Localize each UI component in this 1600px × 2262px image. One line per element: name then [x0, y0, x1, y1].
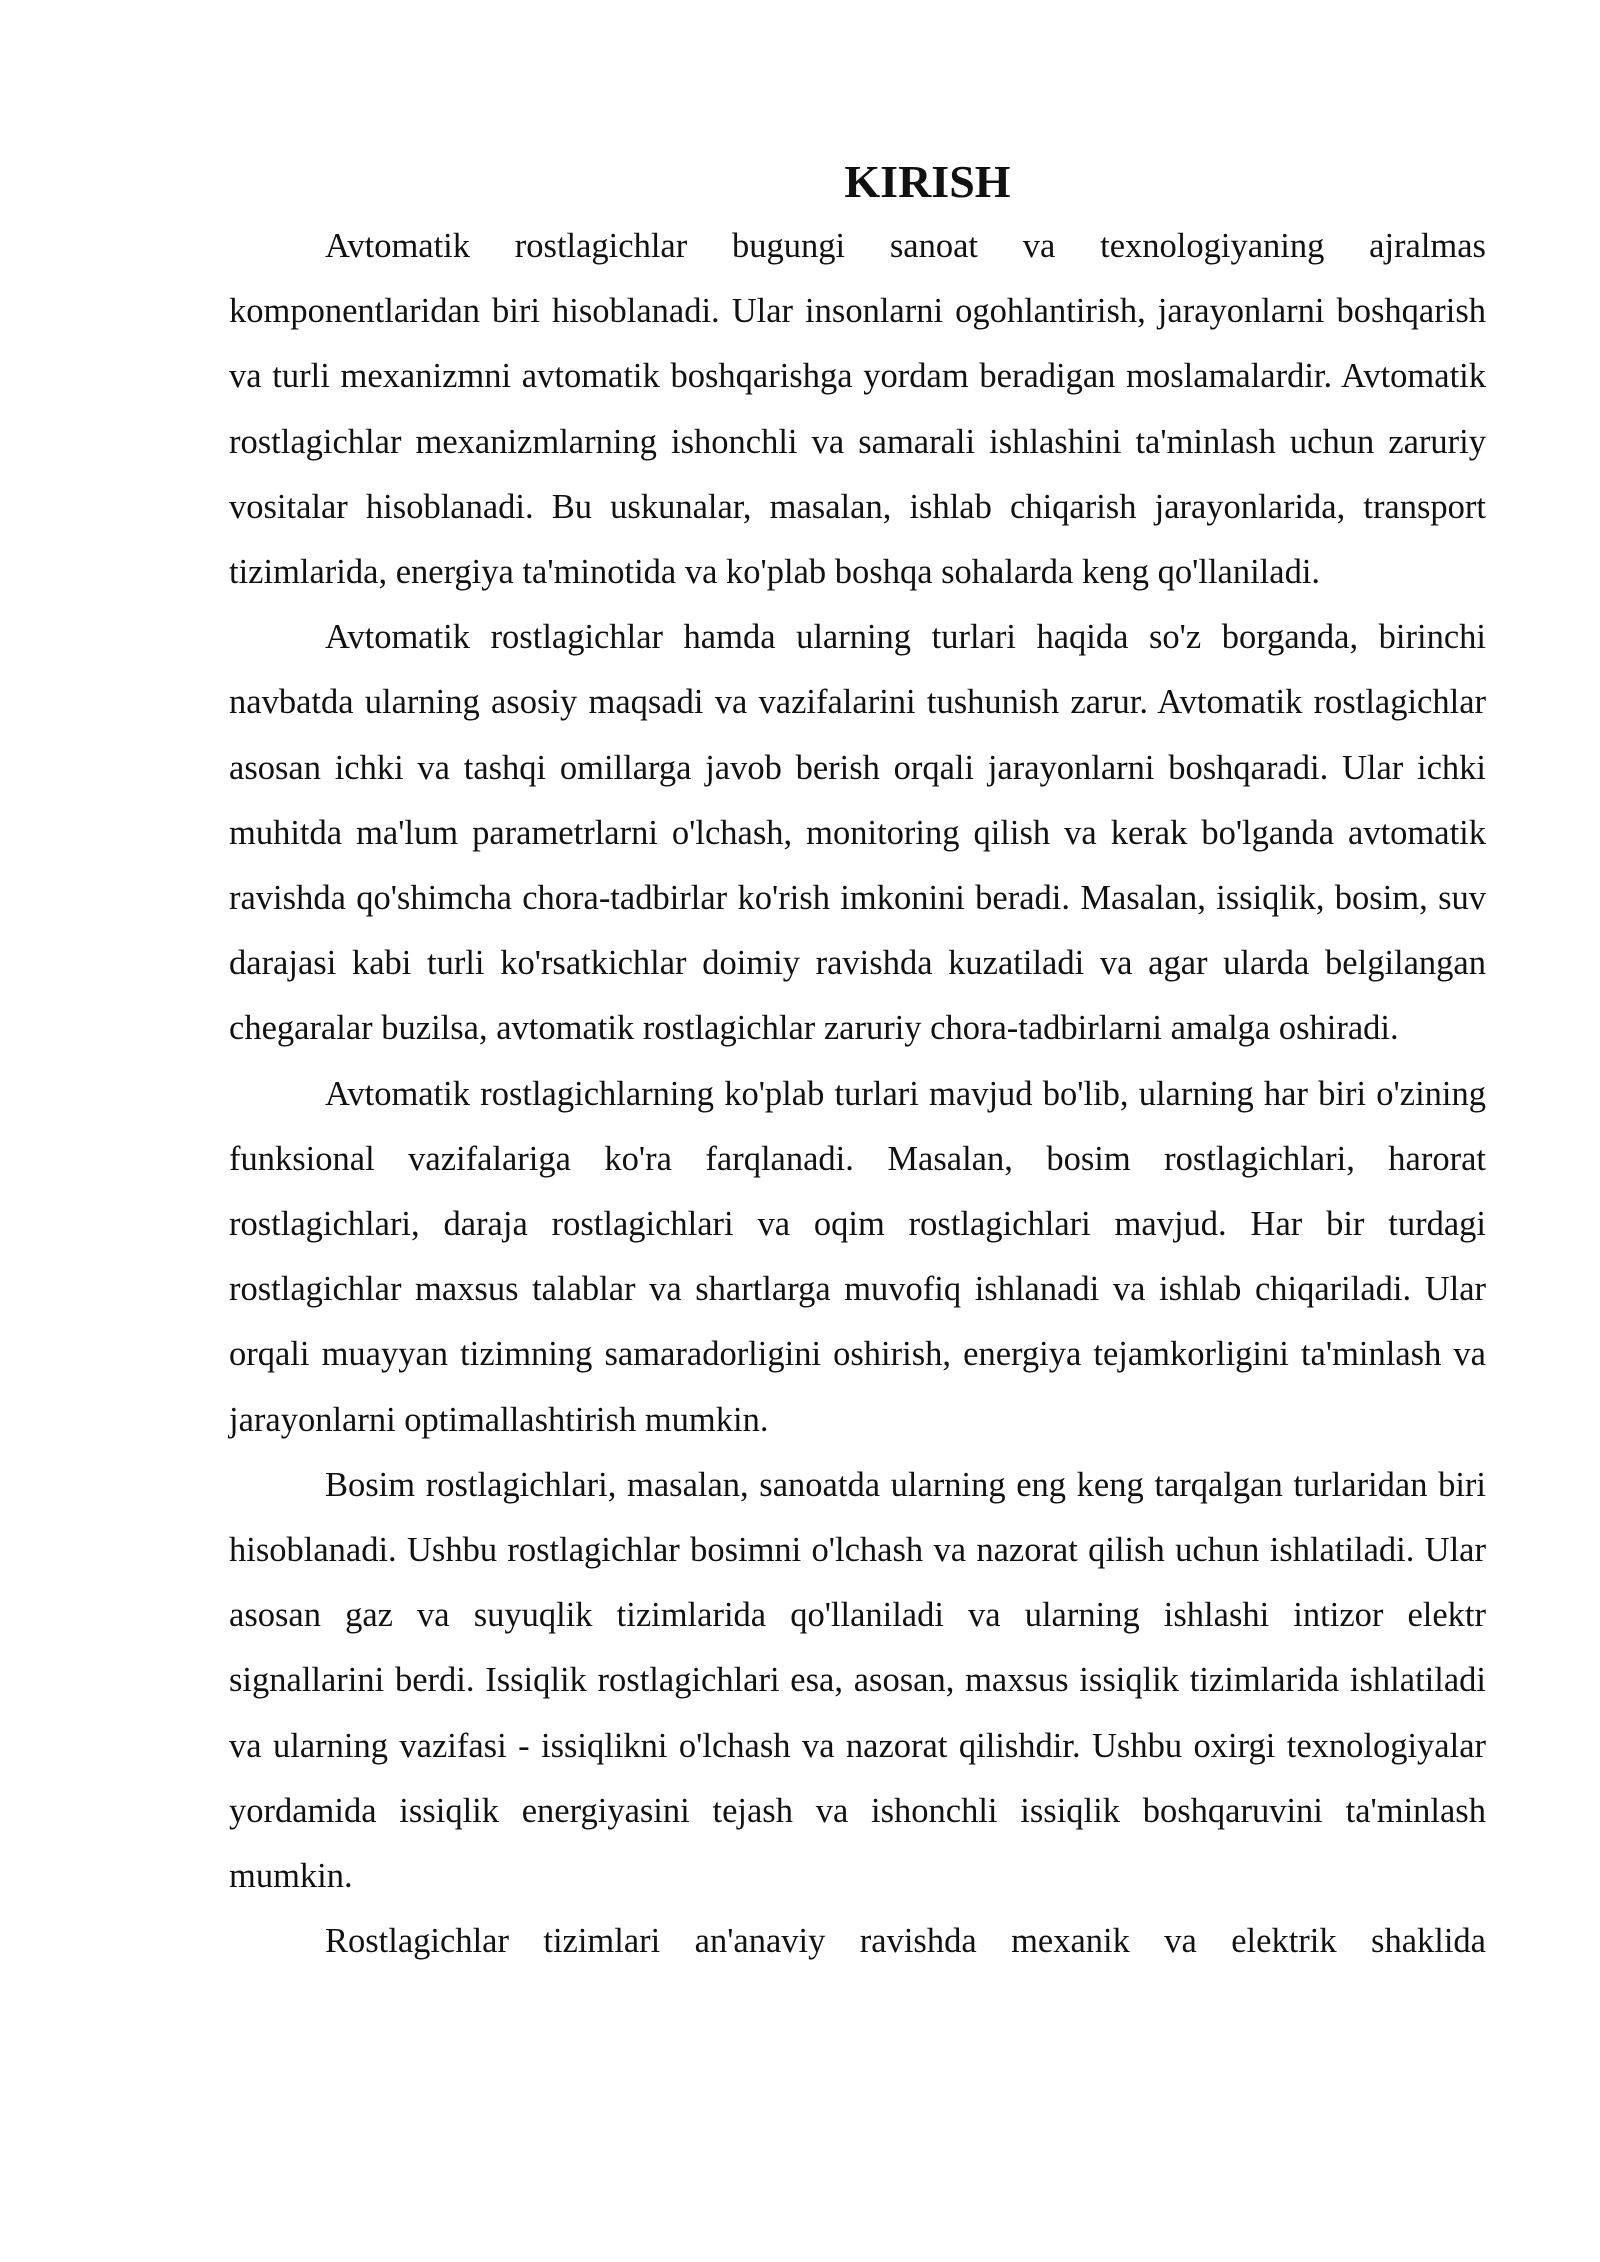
- paragraph-4: Bosim rostlagichlari, masalan, sanoatda ularning eng keng tarqalgan turlaridan biri hisoblanadi. Ushbu rostlagichlar bosimni o'lchash va nazorat qilish uchun ishlatiladi. Ular asosan gaz va suyuqlik tizimlarida qo'llaniladi va ularning ishlashi intizor elektr signallarini berdi. Issiqlik rostlagichlari esa, asosan, maxsus issiqlik tizimlarida ishlatiladi va ularning vazifasi - issiqlikni o'lchash va nazorat qilishdir. Ushbu oxirgi texnologiyalar yordamida issiqlik energiyasini tejash va ishonchli issiqlik boshqaruvini ta'minlash mumkin.: [229, 1465, 1486, 1896]
- page-title: KIRISH: [844, 156, 1011, 207]
- paragraph-3: Avtomatik rostlagichlarning ko'plab turlari mavjud bo'lib, ularning har biri o'zining funksional vazifalariga ko'ra farqlanadi. Masalan, bosim rostlagichlari, harorat rostlagichlari, daraja rostlagichlari va oqim rostlagichlari mavjud. Har bir turdagi rostlagichlar maxsus talablar va shartlarga muvofiq ishlanadi va ishlab chiqariladi. Ular orqali muayyan tizimning samaradorligini oshirish, energiya tejamkorligini ta'minlash va jarayonlarni optimallashtirish mumkin.: [229, 1074, 1486, 1439]
- document-body: [229, 150, 1486, 1974]
- paragraph-5: Rostlagichlar tizimlari an'anaviy ravishda mexanik va elektrik shaklida: [325, 1922, 1486, 1961]
- paragraph-2: Avtomatik rostlagichlar hamda ularning turlari haqida so'z borganda, birinchi navbatda ularning asosiy maqsadi va vazifalarini tushunish zarur. Avtomatik rostlagichlar asosan ichki va tashqi omillarga javob berish orqali jarayonlarni boshqaradi. Ular ichki muhitda ma'lum parametrlarni o'lchash, monitoring qilish va kerak bo'lganda avtomatik ravishda qo'shimcha chora-tadbirlar ko'rish imkonini beradi. Masalan, issiqlik, bosim, suv darajasi kabi turli ko'rsatkichlar doimiy ravishda kuzatiladi va agar ularda belgilangan chegaralar buzilsa, avtomatik rostlagichlar zaruriy chora-tadbirlarni amalga oshiradi.: [229, 618, 1486, 1048]
- paragraph-1: Avtomatik rostlagichlar bugungi sanoat va texnologiyaning ajralmas komponentlaridan biri hisoblanadi. Ular insonlarni ogohlantirish, jarayonlarni boshqarish va turli mexanizmni avtomatik boshqarishga yordam beradigan moslamalardir. Avtomatik rostlagichlar mexanizmlarning ishonchli va samarali ishlashini ta'minlash uchun zaruriy vositalar hisoblanadi. Bu uskunalar, masalan, ishlab chiqarish jarayonlarida, transport tizimlarida, energiya ta'minotida va ko'plab boshqa sohalarda keng qo'llaniladi.: [229, 227, 1486, 592]
